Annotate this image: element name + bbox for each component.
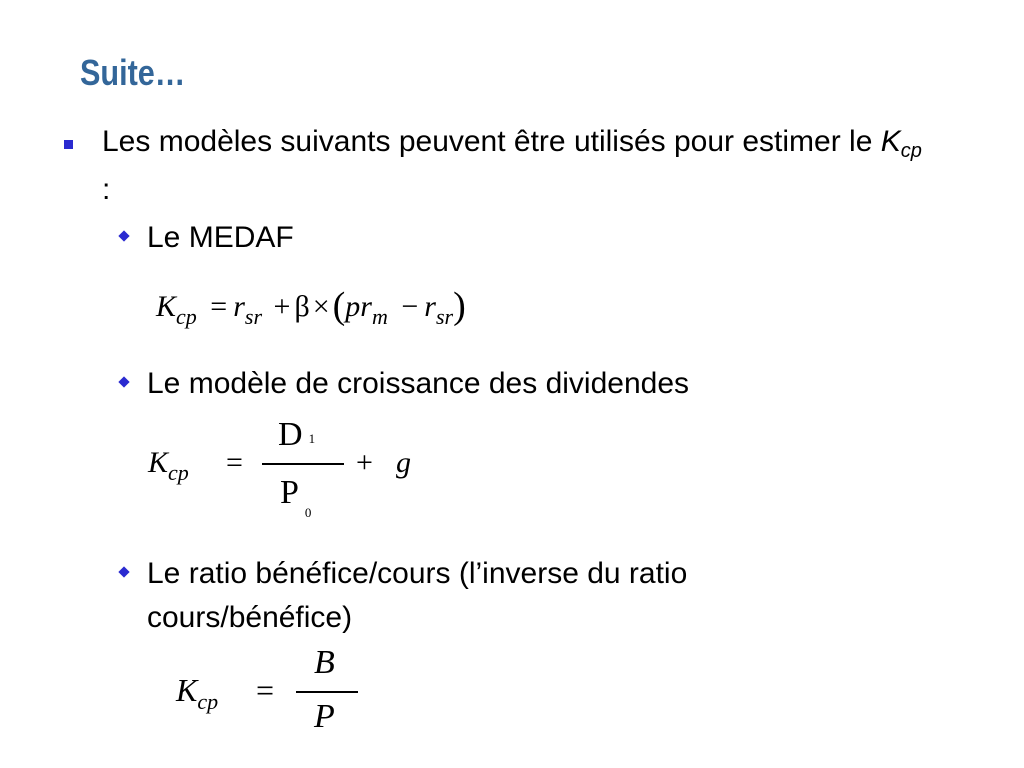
diamond-bullet-icon <box>118 376 129 387</box>
k-subscript: cp <box>900 140 922 162</box>
formula-k: K <box>176 672 198 708</box>
slide-title: Suite… <box>80 52 186 93</box>
diamond-bullet-icon <box>118 230 129 241</box>
formula-pr: pr <box>345 290 372 323</box>
sub-bullet-label: Le MEDAF <box>147 221 294 254</box>
formula-ddm <box>148 446 189 485</box>
formula-k-sub: cp <box>176 304 197 329</box>
diamond-bullet-icon <box>118 566 129 577</box>
formula-beta: β <box>294 290 310 323</box>
k-symbol: K <box>880 125 901 158</box>
formula-pe <box>176 672 219 714</box>
formula-g: g <box>396 446 411 479</box>
bullet-text-before: Les modèles suivants peuvent être utilisés pour estimer le <box>102 125 881 158</box>
formula-k-sub: cp <box>197 689 219 714</box>
formula-k-sub: cp <box>168 460 189 485</box>
sub-bullet-label: Le modèle de croissance des dividendes <box>147 367 690 400</box>
formula-plus: + <box>356 446 373 479</box>
formula-r2-sub: sr <box>435 304 454 329</box>
formula-pr-sub: m <box>371 304 388 329</box>
formula-times: × <box>312 290 330 323</box>
fraction-bar <box>296 691 358 693</box>
formula-denominator <box>280 474 312 520</box>
formula-d: D <box>278 416 303 453</box>
formula-plus: + <box>273 290 291 323</box>
fraction-bar <box>262 463 344 465</box>
formula-numerator <box>278 416 315 454</box>
formula-equals: = <box>210 290 228 323</box>
formula-p: P <box>314 698 335 735</box>
formula-rparen: ) <box>453 285 466 327</box>
formula-lparen: ( <box>332 285 346 327</box>
main-bullet-text <box>102 118 922 214</box>
formula-r: r <box>233 290 245 323</box>
formula-r2: r <box>424 290 436 323</box>
formula-equals: = <box>256 672 275 708</box>
formula-k: K <box>156 290 177 323</box>
formula-capm <box>156 282 466 329</box>
formula-p-sub: 0 <box>304 505 312 520</box>
formula-minus: − <box>401 290 419 323</box>
formula-d-sub: 1 <box>308 431 316 446</box>
square-bullet-icon <box>64 140 73 149</box>
formula-p: P <box>280 474 299 511</box>
sub-bullet-label: Le ratio bénéfice/cours (l’inverse du ratio cours/bénéfice) <box>147 557 688 634</box>
bullet-text-after: : <box>102 173 111 206</box>
formula-equals: = <box>226 446 243 479</box>
formula-k: K <box>148 446 169 479</box>
formula-b: B <box>314 644 335 681</box>
formula-r-sub: sr <box>244 304 263 329</box>
